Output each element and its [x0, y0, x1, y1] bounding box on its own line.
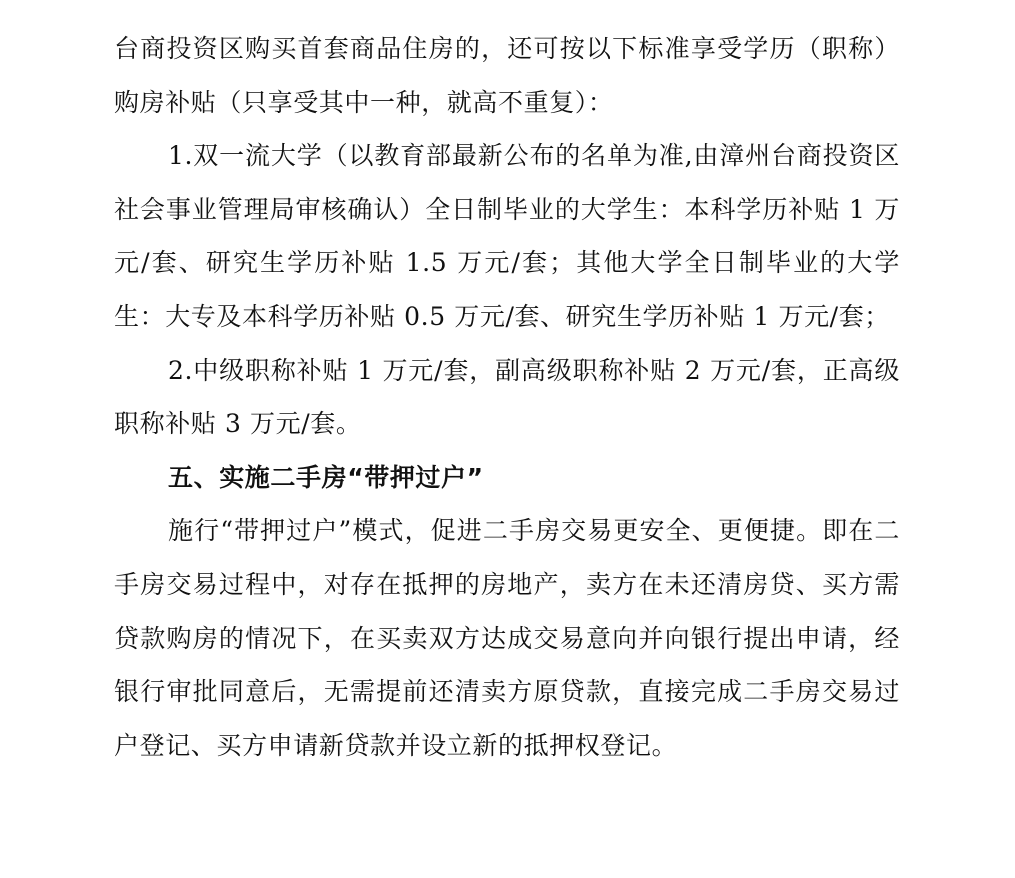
subsidy-item-1: 1.双一流大学（以教育部最新公布的名单为准,由漳州台商投资区社会事业管理局审核确认）全日制毕业的大学生：本科学历补贴 1 万元/套、研究生学历补贴 1.5 万元/套；其他大学全日制毕业的大学生：大专及本科学历补贴 0.5 万元/套、研究生学历补贴 1 万元/套； [114, 141, 900, 331]
intro-paragraph: 台商投资区购买首套商品住房的，还可按以下标准享受学历（职称）购房补贴（只享受其中一种，就高不重复）： [114, 34, 900, 117]
document-page [114, 22, 900, 772]
section-body: 施行“带押过户”模式，促进二手房交易更安全、更便捷。即在二手房交易过程中，对存在抵押的房地产，卖方在未还清房贷、买方需贷款购房的情况下，在买卖双方达成交易意向并向银行提出申请，经银行审批同意后，无需提前还清卖方原贷款，直接完成二手房交易过户登记、买方申请新贷款并设立新的抵押权登记。 [114, 516, 900, 760]
subsidy-item-2: 2.中级职称补贴 1 万元/套，副高级职称补贴 2 万元/套，正高级职称补贴 3 万元/套。 [114, 355, 900, 439]
section-heading: 五、实施二手房“带押过户” [168, 462, 484, 492]
